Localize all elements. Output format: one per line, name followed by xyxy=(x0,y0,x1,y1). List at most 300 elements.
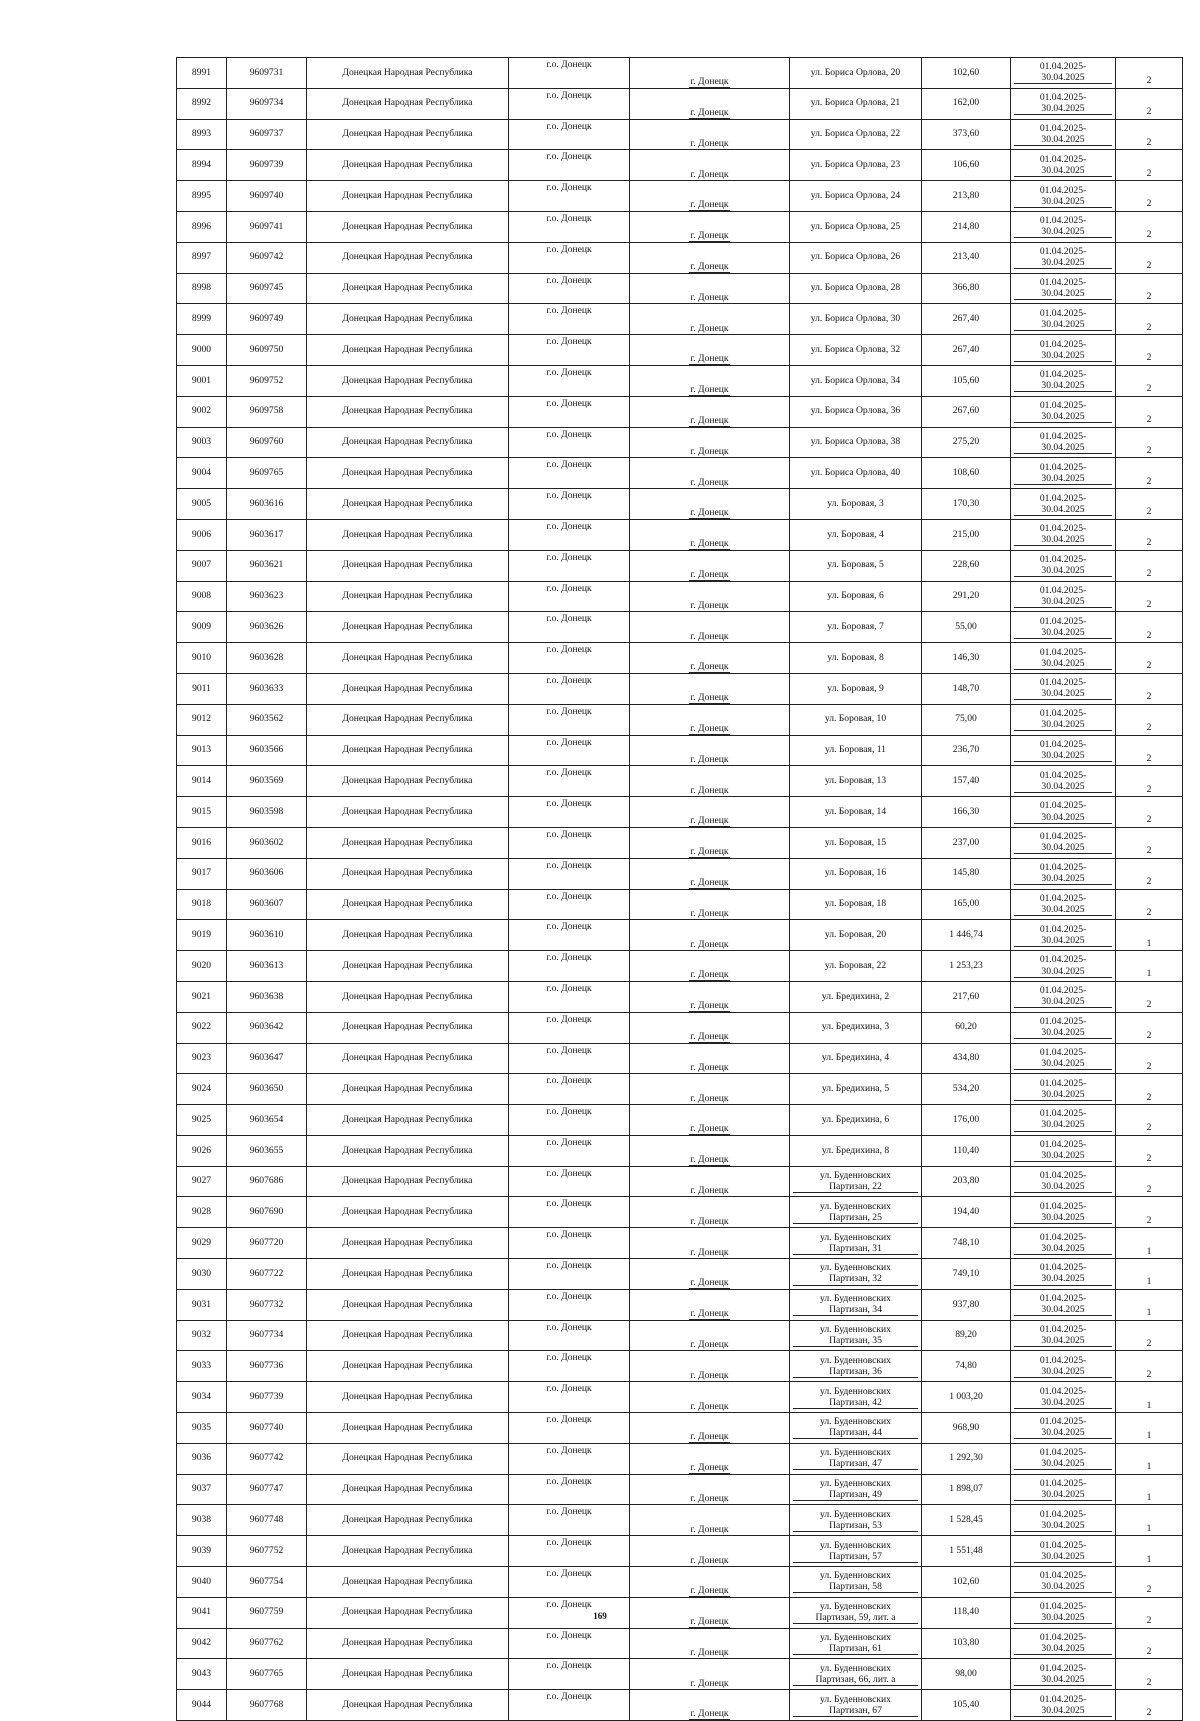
row-number-cell: 8999 xyxy=(177,304,227,335)
city-cell xyxy=(630,427,790,458)
period-cell xyxy=(1011,88,1116,119)
city-cell xyxy=(630,612,790,643)
period-start: 01.04.2025- xyxy=(1039,708,1087,720)
class-cell: 2 xyxy=(1116,612,1183,643)
row-number-cell: 9026 xyxy=(177,1135,227,1166)
period-end: 30.04.2025 xyxy=(1014,380,1112,392)
period-end: 30.04.2025 xyxy=(1014,781,1112,793)
district-cell: г.о. Донецк xyxy=(509,827,630,858)
area-cell: 1 551,48 xyxy=(922,1536,1011,1567)
table-row xyxy=(177,1690,1183,1721)
republic-cell: Донецкая Народная Республика xyxy=(307,951,509,982)
table-row xyxy=(177,1505,1183,1536)
period-end: 30.04.2025 xyxy=(1014,935,1112,947)
area-cell: 267,60 xyxy=(922,396,1011,427)
period-end: 30.04.2025 xyxy=(1014,1150,1112,1162)
object-code-cell: 9607748 xyxy=(227,1505,307,1536)
class-cell: 2 xyxy=(1116,304,1183,335)
republic-cell: Донецкая Народная Республика xyxy=(307,1197,509,1228)
district-cell: г.о. Донецк xyxy=(509,1690,630,1721)
class-cell: 1 xyxy=(1116,1505,1183,1536)
republic-cell: Донецкая Народная Республика xyxy=(307,1012,509,1043)
period-start: 01.04.2025- xyxy=(1039,1447,1087,1459)
city-cell xyxy=(630,396,790,427)
class-cell: 2 xyxy=(1116,858,1183,889)
period-end: 30.04.2025 xyxy=(1014,196,1112,208)
city-cell xyxy=(630,550,790,581)
district-cell: г.о. Донецк xyxy=(509,550,630,581)
period-cell xyxy=(1011,1628,1116,1659)
area-cell: 1 528,45 xyxy=(922,1505,1011,1536)
object-code-cell: 9603610 xyxy=(227,920,307,951)
district-cell: г.о. Донецк xyxy=(509,1043,630,1074)
address-street-line: ул. Буденновских xyxy=(820,1447,891,1459)
period-start: 01.04.2025- xyxy=(1039,800,1087,812)
area-cell: 217,60 xyxy=(922,981,1011,1012)
period-cell xyxy=(1011,458,1116,489)
table-row xyxy=(177,581,1183,612)
period-start: 01.04.2025- xyxy=(1039,1077,1087,1089)
period-end: 30.04.2025 xyxy=(1014,1551,1112,1563)
area-cell: 146,30 xyxy=(922,643,1011,674)
object-code-cell: 9607765 xyxy=(227,1659,307,1690)
object-code-cell: 9603623 xyxy=(227,581,307,612)
address-cell: ул. Бориса Орлова, 26 xyxy=(790,242,922,273)
period-cell xyxy=(1011,643,1116,674)
object-code-cell: 9607720 xyxy=(227,1228,307,1259)
period-end: 30.04.2025 xyxy=(1014,534,1112,546)
period-end: 30.04.2025 xyxy=(1014,165,1112,177)
object-code-cell: 9603606 xyxy=(227,858,307,889)
table-row xyxy=(177,1443,1183,1474)
table-row xyxy=(177,273,1183,304)
object-code-cell: 9607759 xyxy=(227,1597,307,1628)
period-end: 30.04.2025 xyxy=(1014,627,1112,639)
city-label: г. Донецк xyxy=(690,1708,729,1720)
table-row xyxy=(177,1259,1183,1290)
period-start: 01.04.2025- xyxy=(1039,1139,1087,1151)
city-cell xyxy=(630,951,790,982)
address-house-line: Партизан, 32 xyxy=(793,1273,918,1285)
period-start: 01.04.2025- xyxy=(1039,1016,1087,1028)
republic-cell: Донецкая Народная Республика xyxy=(307,1043,509,1074)
city-label: г. Донецк xyxy=(690,445,729,457)
period-cell xyxy=(1011,1228,1116,1259)
address-cell: ул. Бредихина, 4 xyxy=(790,1043,922,1074)
table-row xyxy=(177,1474,1183,1505)
period-start: 01.04.2025- xyxy=(1039,338,1087,350)
district-cell: г.о. Донецк xyxy=(509,951,630,982)
area-cell: 1 446,74 xyxy=(922,920,1011,951)
table-row xyxy=(177,181,1183,212)
address-cell: ул. Бориса Орлова, 22 xyxy=(790,119,922,150)
address-cell: ул. Бредихина, 6 xyxy=(790,1105,922,1136)
city-label: г. Донецк xyxy=(690,107,729,119)
table-row xyxy=(177,119,1183,150)
address-street-line: ул. Буденновских xyxy=(820,1632,891,1643)
area-cell: 145,80 xyxy=(922,858,1011,889)
city-label: г. Донецк xyxy=(690,599,729,611)
table-row xyxy=(177,1567,1183,1598)
period-start: 01.04.2025- xyxy=(1039,1324,1087,1336)
republic-cell: Донецкая Народная Республика xyxy=(307,1443,509,1474)
address-cell: ул. Бориса Орлова, 36 xyxy=(790,396,922,427)
period-cell xyxy=(1011,1690,1116,1721)
city-label: г. Донецк xyxy=(690,722,729,734)
city-label: г. Донецк xyxy=(690,291,729,303)
object-code-cell: 9607747 xyxy=(227,1474,307,1505)
table-row xyxy=(177,365,1183,396)
table-row xyxy=(177,1289,1183,1320)
class-cell: 2 xyxy=(1116,1690,1183,1721)
table-row xyxy=(177,427,1183,458)
period-end: 30.04.2025 xyxy=(1014,1643,1112,1655)
republic-cell: Донецкая Народная Республика xyxy=(307,581,509,612)
area-cell: 110,40 xyxy=(922,1135,1011,1166)
city-cell xyxy=(630,1659,790,1690)
address-cell xyxy=(790,1474,922,1505)
district-cell: г.о. Донецк xyxy=(509,119,630,150)
period-cell xyxy=(1011,1567,1116,1598)
republic-cell: Донецкая Народная Республика xyxy=(307,427,509,458)
object-code-cell: 9603626 xyxy=(227,612,307,643)
table-row xyxy=(177,981,1183,1012)
period-start: 01.04.2025- xyxy=(1039,892,1087,904)
area-cell: 267,40 xyxy=(922,335,1011,366)
period-start: 01.04.2025- xyxy=(1039,215,1087,227)
period-cell xyxy=(1011,58,1116,89)
period-cell xyxy=(1011,150,1116,181)
address-house-line: Партизан, 59, лит. а xyxy=(793,1612,918,1624)
district-cell: г.о. Донецк xyxy=(509,643,630,674)
class-cell: 2 xyxy=(1116,1597,1183,1628)
class-cell: 2 xyxy=(1116,1074,1183,1105)
row-number-cell: 9013 xyxy=(177,735,227,766)
period-cell xyxy=(1011,1105,1116,1136)
address-house-line: Партизан, 22 xyxy=(793,1181,918,1193)
row-number-cell: 9033 xyxy=(177,1351,227,1382)
area-cell: 213,80 xyxy=(922,181,1011,212)
period-start: 01.04.2025- xyxy=(1039,1601,1087,1613)
republic-cell: Донецкая Народная Республика xyxy=(307,304,509,335)
object-code-cell: 9607768 xyxy=(227,1690,307,1721)
city-label: г. Донецк xyxy=(690,538,729,550)
row-number-cell: 9042 xyxy=(177,1628,227,1659)
period-cell xyxy=(1011,889,1116,920)
table-row xyxy=(177,1135,1183,1166)
address-cell: ул. Боровая, 18 xyxy=(790,889,922,920)
class-cell: 2 xyxy=(1116,1166,1183,1197)
registry-table xyxy=(176,57,1183,1721)
class-cell: 1 xyxy=(1116,1474,1183,1505)
period-end: 30.04.2025 xyxy=(1014,1612,1112,1624)
period-start: 01.04.2025- xyxy=(1039,184,1087,196)
period-end: 30.04.2025 xyxy=(1014,842,1112,854)
republic-cell: Донецкая Народная Республика xyxy=(307,1659,509,1690)
area-cell: 55,00 xyxy=(922,612,1011,643)
address-house-line: Партизан, 53 xyxy=(793,1520,918,1532)
area-cell: 166,30 xyxy=(922,797,1011,828)
city-label: г. Донецк xyxy=(690,1308,729,1320)
city-label: г. Донецк xyxy=(690,230,729,242)
city-label: г. Донецк xyxy=(690,1246,729,1258)
period-start: 01.04.2025- xyxy=(1039,1632,1087,1643)
district-cell: г.о. Донецк xyxy=(509,766,630,797)
city-cell xyxy=(630,1351,790,1382)
row-number-cell: 9018 xyxy=(177,889,227,920)
city-label: г. Донецк xyxy=(690,199,729,211)
area-cell: 1 898,07 xyxy=(922,1474,1011,1505)
district-cell: г.о. Донецк xyxy=(509,1228,630,1259)
city-cell xyxy=(630,889,790,920)
period-cell xyxy=(1011,581,1116,612)
period-cell xyxy=(1011,304,1116,335)
area-cell: 748,10 xyxy=(922,1228,1011,1259)
period-cell xyxy=(1011,1351,1116,1382)
republic-cell: Донецкая Народная Республика xyxy=(307,612,509,643)
republic-cell: Донецкая Народная Республика xyxy=(307,181,509,212)
city-cell xyxy=(630,981,790,1012)
period-start: 01.04.2025- xyxy=(1039,646,1087,658)
area-cell: 215,00 xyxy=(922,519,1011,550)
address-street-line: ул. Буденновских xyxy=(820,1508,891,1520)
area-cell: 1 003,20 xyxy=(922,1382,1011,1413)
class-cell: 2 xyxy=(1116,58,1183,89)
class-cell: 2 xyxy=(1116,396,1183,427)
address-cell xyxy=(790,1659,922,1690)
row-number-cell: 9015 xyxy=(177,797,227,828)
address-cell: ул. Боровая, 3 xyxy=(790,489,922,520)
area-cell: 105,40 xyxy=(922,1690,1011,1721)
republic-cell: Донецкая Народная Республика xyxy=(307,1289,509,1320)
address-cell: ул. Бредихина, 3 xyxy=(790,1012,922,1043)
city-cell xyxy=(630,1567,790,1598)
city-cell xyxy=(630,58,790,89)
period-end: 30.04.2025 xyxy=(1014,72,1112,84)
class-cell: 2 xyxy=(1116,766,1183,797)
address-house-line: Партизан, 25 xyxy=(793,1212,918,1224)
period-cell xyxy=(1011,1289,1116,1320)
row-number-cell: 8996 xyxy=(177,211,227,242)
city-label: г. Донецк xyxy=(690,1092,729,1104)
period-cell xyxy=(1011,735,1116,766)
object-code-cell: 9609752 xyxy=(227,365,307,396)
district-cell: г.о. Донецк xyxy=(509,581,630,612)
republic-cell: Донецкая Народная Республика xyxy=(307,335,509,366)
class-cell: 2 xyxy=(1116,889,1183,920)
period-cell xyxy=(1011,396,1116,427)
period-cell xyxy=(1011,1197,1116,1228)
table-row xyxy=(177,951,1183,982)
object-code-cell: 9603562 xyxy=(227,704,307,735)
address-house-line: Партизан, 67 xyxy=(793,1705,918,1717)
object-code-cell: 9603650 xyxy=(227,1074,307,1105)
class-cell: 1 xyxy=(1116,1413,1183,1444)
address-street-line: ул. Буденновских xyxy=(820,1416,891,1428)
period-cell xyxy=(1011,1382,1116,1413)
class-cell: 2 xyxy=(1116,1197,1183,1228)
period-cell xyxy=(1011,427,1116,458)
period-end: 30.04.2025 xyxy=(1014,719,1112,731)
class-cell: 2 xyxy=(1116,827,1183,858)
area-cell: 194,40 xyxy=(922,1197,1011,1228)
district-cell: г.о. Донецк xyxy=(509,735,630,766)
area-cell: 170,30 xyxy=(922,489,1011,520)
republic-cell: Донецкая Народная Республика xyxy=(307,211,509,242)
district-cell: г.о. Донецк xyxy=(509,858,630,889)
table-row xyxy=(177,242,1183,273)
republic-cell: Донецкая Народная Республика xyxy=(307,1690,509,1721)
address-cell xyxy=(790,1259,922,1290)
object-code-cell: 9609758 xyxy=(227,396,307,427)
address-cell xyxy=(790,1443,922,1474)
period-start: 01.04.2025- xyxy=(1039,584,1087,596)
city-label: г. Донецк xyxy=(690,630,729,642)
row-number-cell: 9011 xyxy=(177,673,227,704)
class-cell: 2 xyxy=(1116,550,1183,581)
city-cell xyxy=(630,643,790,674)
period-start: 01.04.2025- xyxy=(1039,523,1087,535)
city-cell xyxy=(630,797,790,828)
address-cell: ул. Бориса Орлова, 34 xyxy=(790,365,922,396)
area-cell: 968,90 xyxy=(922,1413,1011,1444)
period-start: 01.04.2025- xyxy=(1039,307,1087,319)
republic-cell: Донецкая Народная Республика xyxy=(307,396,509,427)
city-label: г. Донецк xyxy=(690,137,729,149)
city-label: г. Донецк xyxy=(690,1338,729,1350)
table-row xyxy=(177,550,1183,581)
period-end: 30.04.2025 xyxy=(1014,1273,1112,1285)
city-label: г. Донецк xyxy=(690,1523,729,1535)
row-number-cell: 9036 xyxy=(177,1443,227,1474)
class-cell: 2 xyxy=(1116,1135,1183,1166)
city-label: г. Донецк xyxy=(690,507,729,519)
class-cell: 2 xyxy=(1116,797,1183,828)
row-number-cell: 9004 xyxy=(177,458,227,489)
period-start: 01.04.2025- xyxy=(1039,985,1087,997)
period-end: 30.04.2025 xyxy=(1014,1366,1112,1378)
row-number-cell: 9038 xyxy=(177,1505,227,1536)
city-label: г. Донецк xyxy=(690,353,729,365)
republic-cell: Донецкая Народная Республика xyxy=(307,1597,509,1628)
period-end: 30.04.2025 xyxy=(1014,1089,1112,1101)
period-cell xyxy=(1011,766,1116,797)
row-number-cell: 9029 xyxy=(177,1228,227,1259)
republic-cell: Донецкая Народная Республика xyxy=(307,1536,509,1567)
city-cell xyxy=(630,1228,790,1259)
period-end: 30.04.2025 xyxy=(1014,1520,1112,1532)
period-start: 01.04.2025- xyxy=(1039,1293,1087,1305)
table-row xyxy=(177,1320,1183,1351)
address-street-line: ул. Буденновских xyxy=(820,1385,891,1397)
period-start: 01.04.2025- xyxy=(1039,246,1087,258)
republic-cell: Донецкая Народная Республика xyxy=(307,827,509,858)
row-number-cell: 8995 xyxy=(177,181,227,212)
city-cell xyxy=(630,858,790,889)
object-code-cell: 9603654 xyxy=(227,1105,307,1136)
period-start: 01.04.2025- xyxy=(1039,92,1087,104)
period-cell xyxy=(1011,612,1116,643)
republic-cell: Донецкая Народная Республика xyxy=(307,550,509,581)
city-cell xyxy=(630,673,790,704)
republic-cell: Донецкая Народная Республика xyxy=(307,1166,509,1197)
address-street-line: ул. Буденновских xyxy=(820,1262,891,1274)
address-cell: ул. Бориса Орлова, 24 xyxy=(790,181,922,212)
district-cell: г.о. Донецк xyxy=(509,920,630,951)
object-code-cell: 9603613 xyxy=(227,951,307,982)
city-cell xyxy=(630,1043,790,1074)
period-start: 01.04.2025- xyxy=(1039,122,1087,134)
district-cell: г.о. Донецк xyxy=(509,1351,630,1382)
period-start: 01.04.2025- xyxy=(1039,831,1087,843)
city-label: г. Донецк xyxy=(690,661,729,673)
address-cell: ул. Бориса Орлова, 28 xyxy=(790,273,922,304)
city-cell xyxy=(630,1505,790,1536)
object-code-cell: 9609741 xyxy=(227,211,307,242)
object-code-cell: 9607736 xyxy=(227,1351,307,1382)
row-number-cell: 8997 xyxy=(177,242,227,273)
period-end: 30.04.2025 xyxy=(1014,596,1112,608)
table-row xyxy=(177,150,1183,181)
address-cell xyxy=(790,1166,922,1197)
city-cell xyxy=(630,489,790,520)
district-cell: г.о. Донецк xyxy=(509,1659,630,1690)
republic-cell: Донецкая Народная Республика xyxy=(307,1135,509,1166)
period-end: 30.04.2025 xyxy=(1014,1705,1112,1717)
address-cell: ул. Боровая, 4 xyxy=(790,519,922,550)
period-start: 01.04.2025- xyxy=(1039,1108,1087,1120)
table-row xyxy=(177,1628,1183,1659)
object-code-cell: 9603598 xyxy=(227,797,307,828)
period-end: 30.04.2025 xyxy=(1014,1427,1112,1439)
period-cell xyxy=(1011,1135,1116,1166)
table-row xyxy=(177,58,1183,89)
area-cell: 176,00 xyxy=(922,1105,1011,1136)
period-cell xyxy=(1011,365,1116,396)
district-cell: г.о. Донецк xyxy=(509,1597,630,1628)
city-cell xyxy=(630,365,790,396)
city-label: г. Донецк xyxy=(690,1677,729,1689)
period-start: 01.04.2025- xyxy=(1039,61,1087,73)
city-label: г. Донецк xyxy=(690,1462,729,1474)
city-label: г. Донецк xyxy=(690,753,729,765)
period-end: 30.04.2025 xyxy=(1014,658,1112,670)
period-start: 01.04.2025- xyxy=(1039,1693,1087,1705)
address-street-line: ул. Буденновских xyxy=(820,1324,891,1336)
period-end: 30.04.2025 xyxy=(1014,411,1112,423)
city-label: г. Донецк xyxy=(690,1000,729,1012)
city-label: г. Донецк xyxy=(690,1277,729,1289)
city-label: г. Донецк xyxy=(690,1061,729,1073)
class-cell: 2 xyxy=(1116,735,1183,766)
city-label: г. Донецк xyxy=(690,1400,729,1412)
table-row xyxy=(177,1228,1183,1259)
address-cell: ул. Боровая, 13 xyxy=(790,766,922,797)
class-cell: 2 xyxy=(1116,519,1183,550)
period-cell xyxy=(1011,1320,1116,1351)
address-cell xyxy=(790,1536,922,1567)
object-code-cell: 9603628 xyxy=(227,643,307,674)
row-number-cell: 9027 xyxy=(177,1166,227,1197)
republic-cell: Донецкая Народная Республика xyxy=(307,365,509,396)
address-cell: ул. Боровая, 15 xyxy=(790,827,922,858)
city-cell xyxy=(630,1413,790,1444)
republic-cell: Донецкая Народная Республика xyxy=(307,766,509,797)
area-cell: 75,00 xyxy=(922,704,1011,735)
period-end: 30.04.2025 xyxy=(1014,442,1112,454)
area-cell: 275,20 xyxy=(922,427,1011,458)
district-cell: г.о. Донецк xyxy=(509,1474,630,1505)
